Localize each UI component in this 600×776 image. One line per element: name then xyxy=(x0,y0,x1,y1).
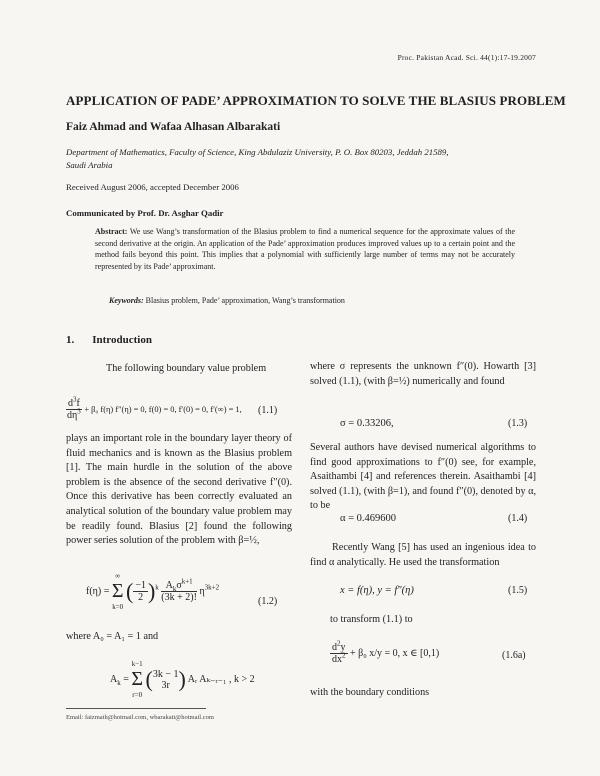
equation-1-3-number: (1.3) xyxy=(508,418,528,429)
left-paragraph-2: plays an important role in the boundary layer theory of fluid mechanics and is known as the Blasius problem [1]. The main hurdle in the solution of the above problem is the absence of the second derivative f″(0). Once this derivative has been correctly evaluated an analytical solution of the boundary value problem may be readily found. Blasius [2] found the following power series solution of the problem with β=½, xyxy=(66,433,292,547)
footnote-rule xyxy=(66,708,206,709)
equation-1-2: f(η) = ∞ Σ k=0 ( $\frac{-1}{2}$ )$^k$ $\frac{A_k\sigma^{k+1}}{(3k + 2)!}$ $\eta^{3k+2}$ xyxy=(86,572,220,611)
right-paragraph-4: to transform (1.1) to xyxy=(330,614,413,625)
keywords-label: Keywords: xyxy=(109,296,144,305)
eq12-ratio-a: $\frac{-1}{2}$ xyxy=(135,580,146,603)
equation-1-6a xyxy=(330,639,440,665)
eq16-derivative: $\frac{d^2y}{dx^2}$ xyxy=(332,639,346,665)
eq11-expression: + β₀ f(η) f″(η) = 0, f(0) = 0, f′(0) = 0, f′(∞) = 1, xyxy=(84,404,242,414)
right-paragraph-1: where σ represents the unknown f″(0). Howarth [3] solved (1.1), (with β=½) numerically and found xyxy=(310,361,536,387)
right-paragraph-3: Recently Wang [5] has used an ingenious idea to find α analytically. He used the transformation xyxy=(310,542,536,568)
equation-1-5: x = f(η), y = f″(η) xyxy=(340,585,414,596)
paper-title: APPLICATION OF PADE’ APPROXIMATION TO SOLVE THE BLASIUS PROBLEM xyxy=(66,93,566,108)
abstract xyxy=(95,226,515,272)
section-heading xyxy=(66,334,170,346)
section-title: Introduction xyxy=(92,334,152,346)
affiliation xyxy=(66,146,536,172)
equation-1-3: σ = 0.33206, xyxy=(340,418,394,429)
left-paragraph-3: where A₀ = A₁ = 1 and xyxy=(66,631,159,642)
eq12-ratio-b: $\frac{A_k\sigma^{k+1}}{(3k + 2)!}$ xyxy=(161,577,197,603)
keywords xyxy=(109,296,509,305)
equation-1-1 xyxy=(66,395,242,421)
eq16-expression: + β₀ x/y = 0, x ∈ [0,1) xyxy=(350,647,440,659)
footnote-email: Email: faizmath@hotmail.com, wbarakati@hotmail.com xyxy=(66,714,214,721)
abstract-label: Abstract: xyxy=(95,227,128,236)
authors: Faiz Ahmad and Wafaa Alhasan Albarakati xyxy=(66,121,281,133)
communicated-by: Communicated by Prof. Dr. Asghar Qadir xyxy=(66,208,224,218)
equation-1-2-number: (1.2) xyxy=(258,596,278,607)
equation-1-6a-number: (1.6a) xyxy=(502,650,526,661)
section-number: 1. xyxy=(66,334,75,346)
received-date: Received August 2006, accepted December 2006 xyxy=(66,182,239,192)
keywords-text: Blasius problem, Pade’ approximation, Wang’s transformation xyxy=(145,296,345,305)
equation-1-4: α = 0.469600 xyxy=(340,513,397,524)
journal-citation: Proc. Pakistan Acad. Sci. 44(1):17-19.2007 xyxy=(397,53,536,62)
eqak-binomial: 3k − 1 3r xyxy=(152,668,179,691)
eqak-tail: Aᵣ Aₖ₋ᵣ₋₁ , k > 2 xyxy=(187,673,255,685)
equation-1-1-number: (1.1) xyxy=(258,405,278,416)
abstract-text: We use Wang’s transformation of the Blasius problem to find a numerical sequence for the approximate values of the second derivative at the origin. An application of the Pade’ approximation produces improved values up to a certain point and the method fails beyond this point. This implies that a polynomial with sufficiently large number of terms may not be accurately represented by its Pade’ approximant. xyxy=(95,227,516,271)
right-paragraph-5: with the boundary conditions xyxy=(310,687,430,698)
eqak-sum: k−1 Σ r=0 xyxy=(131,660,144,699)
right-paragraph-2: Several authors have devised numerical algorithms to find good approximations to f″(0) see, for example, Asaithambi [4] and references therein. Asaithambi [4] solved (1.1), (with β=1), and found f″(0), denoted by α, to be xyxy=(310,442,536,512)
affiliation-line-2: Saudi Arabia xyxy=(66,160,113,170)
left-paragraph-1: The following boundary value problem xyxy=(106,363,267,374)
eq11-derivative: $\frac{d^3f}{d\eta^3}$ xyxy=(67,395,81,421)
affiliation-line-1: Department of Mathematics, Faculty of Science, King Abdulaziz University, P. O. Box 80203, Jeddah 21589, xyxy=(66,147,449,157)
equation-1-5-number: (1.5) xyxy=(508,585,528,596)
eq12-sum: ∞ Σ k=0 xyxy=(111,572,124,611)
equation-1-4-number: (1.4) xyxy=(508,513,528,524)
equation-A-k: $A_k$ = k−1 Σ r=0 ( 3k − 1 3r ) Aᵣ Aₖ₋ᵣ₋₁ , k > 2 xyxy=(110,660,255,699)
